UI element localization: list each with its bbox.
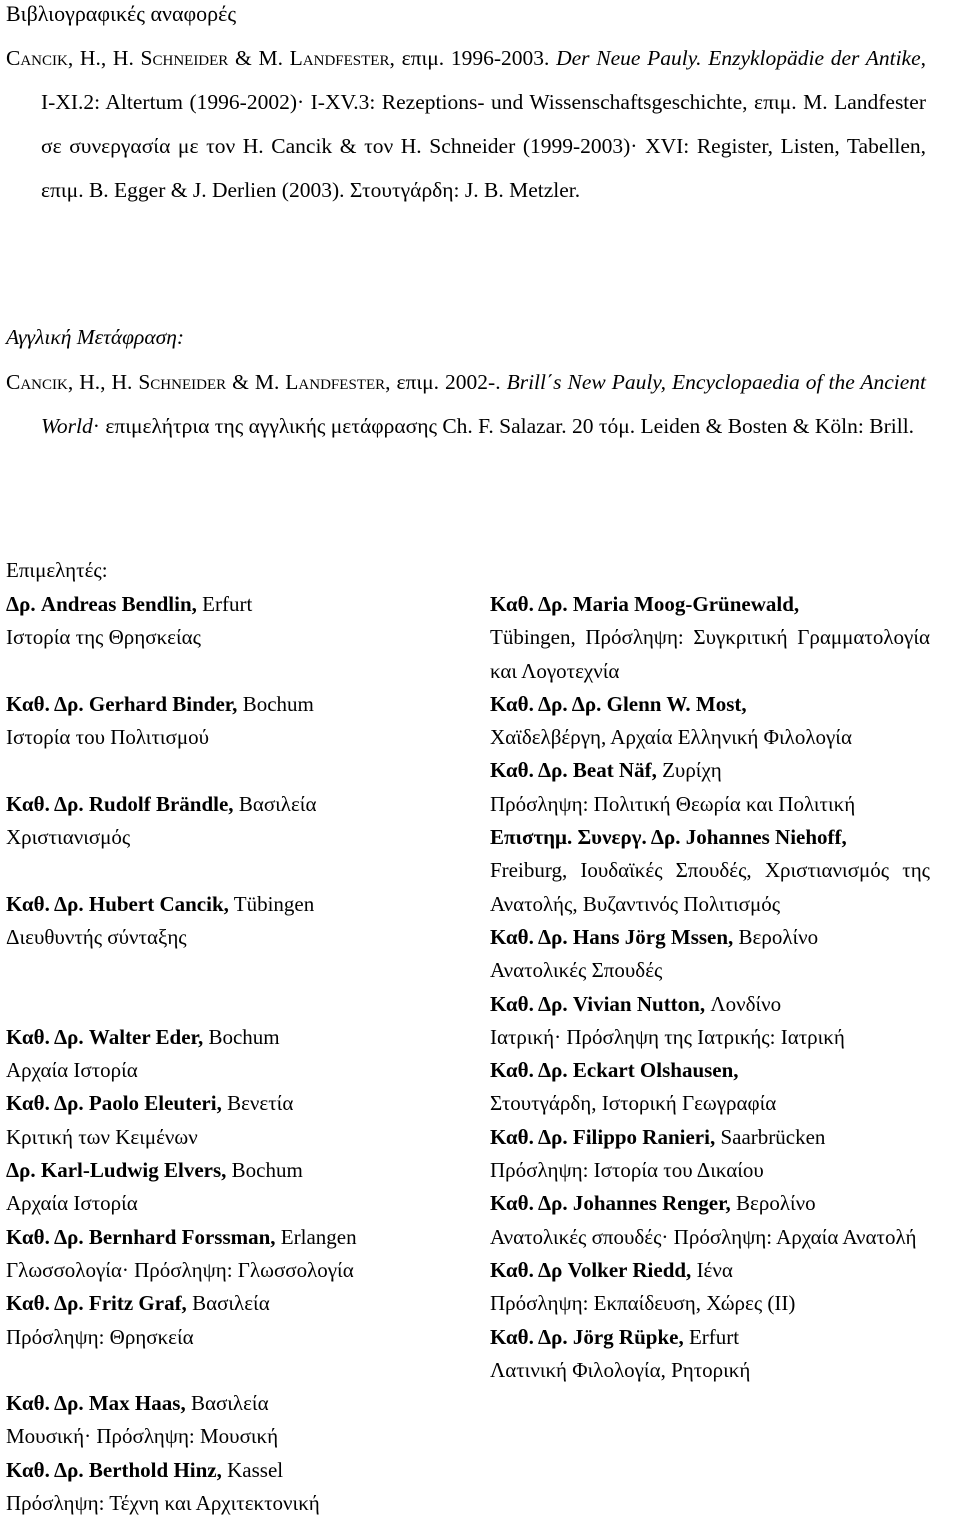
editor-entry — [490, 1321, 930, 1388]
editor-entry — [490, 821, 930, 921]
editor-name: Καθ. Δρ. Gerhard Binder, — [6, 691, 238, 716]
editor-field: Πρόσληψη: Εκπαίδευση, Χώρες (II) — [490, 1291, 796, 1316]
editor-entry — [6, 1387, 446, 1454]
editor-place: Λονδίνο — [705, 991, 782, 1016]
editor-place: Tübingen — [228, 891, 315, 916]
editor-field: Ιστορία του Πολιτισμού — [6, 725, 210, 750]
editor-entry — [490, 1054, 930, 1121]
editor-entry — [6, 588, 446, 655]
editor-name: Καθ. Δρ. Hubert Cancik, — [6, 891, 229, 916]
editor-field: Λατινική Φιλολογία, Ρητορική — [490, 1357, 751, 1382]
editor-field: Στουτγάρδη, Ιστορική Γεωγραφία — [490, 1091, 777, 1116]
editor-entry — [6, 688, 446, 755]
editor-field: Πρόσληψη: Ιστορία του Δικαίου — [490, 1158, 764, 1183]
editor-field: Αρχαία Ιστορία — [6, 1058, 138, 1083]
editor-field: Μουσική· Πρόσληψη: Μουσική — [6, 1424, 279, 1449]
translation-label: Αγγλική Μετάφραση: — [6, 325, 185, 349]
editors-right-column — [490, 588, 930, 1387]
editor-entry — [490, 1254, 930, 1321]
editor-field: Γλωσσολογία· Πρόσληψη: Γλωσσολογία — [6, 1257, 354, 1282]
editor-place: Βασιλεία — [186, 1291, 270, 1316]
editor-field: Ιστορία της Θρησκείας — [6, 625, 201, 650]
editor-entry — [6, 1221, 446, 1288]
editor-field: Ανατολικές Σπουδές — [490, 958, 663, 983]
editor-place: Βασιλεία — [233, 791, 317, 816]
editor-place: Bochum — [203, 1024, 280, 1049]
editor-field: Χριστιανισμός — [6, 825, 131, 850]
editors-left-column — [6, 588, 446, 1520]
editor-name: Δρ. Karl-Ludwig Elvers, — [6, 1158, 227, 1183]
editor-name: Καθ. Δρ Volker Riedd, — [490, 1257, 692, 1282]
editor-name: Καθ. Δρ. Fritz Graf, — [6, 1291, 187, 1316]
editor-field: Αρχαία Ιστορία — [6, 1191, 138, 1216]
editor-place: Saarbrücken — [715, 1124, 826, 1149]
editor-place: Bochum — [226, 1158, 303, 1183]
editor-entry — [490, 1121, 930, 1188]
editor-field: Ιατρική· Πρόσληψη της Ιατρικής: Ιατρική — [490, 1024, 845, 1049]
editors-label: Επιμελητές: — [6, 558, 108, 582]
editor-entry — [6, 1287, 446, 1354]
editor-field: Διευθυντής σύνταξης — [6, 924, 187, 949]
editor-name: Καθ. Δρ. Eckart Olshausen, — [490, 1058, 739, 1083]
editor-name: Καθ. Δρ. Beat Näf, — [490, 758, 657, 783]
editor-place: Erfurt — [196, 592, 253, 616]
reference-entry-1: Cancik, H., H. Schneider & M. Landfester, επιμ. 1996-2003. Der Neue Pauly. Enzyklopädie der Antike, I-XI.2: Altertum (1996-2002)· I-XV.3: Rezeptions- und Wissenschaftsgeschichte, επιμ. M. Landfester σε συνεργασία με τον H. Cancik & τον H. Schneider (1999-2003)· XVI: Register, Listen, Tabellen, επιμ. B. Egger & J. Derlien (2003). Στουτγάρδη: J. B. Metzler. — [6, 46, 927, 202]
editor-entry — [490, 754, 930, 821]
editor-entry — [490, 688, 930, 755]
editor-name: Καθ. Δρ. Johannes Renger, — [490, 1191, 731, 1216]
editor-place: Βενετία — [221, 1091, 294, 1116]
editor-name: Δρ. Andreas Bendlin, — [6, 592, 197, 616]
editor-name: Επιστημ. Συνεργ. Δρ. Johannes Niehoff, — [490, 825, 847, 850]
editor-field: Χαϊδελβέργη, Αρχαία Ελληνική Φιλολογία — [490, 725, 852, 750]
editor-place: Kassel — [221, 1457, 284, 1482]
editor-name: Καθ. Δρ. Max Haas, — [6, 1391, 186, 1416]
editor-field: Ανατολικές σπουδές· Πρόσληψη: Αρχαία Ανατολή — [490, 1224, 917, 1249]
editor-name: Καθ. Δρ. Δρ. Glenn W. Most, — [490, 691, 747, 716]
editor-name: Καθ. Δρ. Berthold Hinz, — [6, 1457, 222, 1482]
editor-entry — [490, 588, 930, 688]
editor-name: Καθ. Δρ. Walter Eder, — [6, 1024, 204, 1049]
editor-name: Καθ. Δρ. Jörg Rüpke, — [490, 1324, 684, 1349]
reference-entry-2: Cancik, H., H. Schneider & M. Landfester, επιμ. 2002-. Brill΄s New Pauly, Encyclopaedia of the Ancient World· επιμελήτρια της αγγλικής μετάφρασης Ch. F. Salazar. 20 τόμ. Leiden & Bosten & Köln: Brill. — [6, 370, 927, 438]
editor-name: Καθ. Δρ. Bernhard Forssman, — [6, 1224, 276, 1249]
editor-entry — [6, 788, 446, 855]
reference-authors: Cancik, H., H. Schneider & M. Landfester — [6, 370, 386, 394]
editor-name: Καθ. Δρ. Paolo Eleuteri, — [6, 1091, 222, 1116]
editor-field: Πρόσληψη: Θρησκεία — [6, 1324, 194, 1349]
editor-name: Καθ. Δρ. Hans Jörg Mssen, — [490, 924, 734, 949]
editor-place: Βερολίνο — [730, 1191, 816, 1216]
editor-entry — [6, 1087, 446, 1154]
reference-authors: Cancik, H., H. Schneider & M. Landfester — [6, 46, 390, 70]
editor-entry — [6, 1454, 446, 1520]
reference-title: Der Neue Pauly. Enzyklopädie der Antike — [556, 46, 921, 70]
editor-place: Erlangen — [275, 1224, 357, 1249]
editor-name: Καθ. Δρ. Maria Moog-Grünewald, — [490, 592, 800, 616]
editor-field: Κριτική των Κειμένων — [6, 1124, 198, 1149]
editor-name: Καθ. Δρ. Filippo Ranieri, — [490, 1124, 716, 1149]
editor-entry — [490, 988, 930, 1055]
editor-place: Βασιλεία — [185, 1391, 269, 1416]
editor-entry — [490, 1187, 930, 1254]
editor-place: Erfurt — [683, 1324, 740, 1349]
editor-place: Bochum — [237, 691, 314, 716]
editor-entry — [6, 1021, 446, 1088]
editor-field: Πρόσληψη: Πολιτική Θεωρία και Πολιτική — [490, 791, 856, 816]
editor-field: Tübingen, Πρόσληψη: Συγκριτική Γραμματολογία και Λογοτεχνία — [490, 625, 930, 683]
editor-place: Βερολίνο — [733, 924, 819, 949]
section-heading: Βιβλιογραφικές αναφορές — [6, 1, 237, 26]
editor-place: Ιένα — [691, 1257, 733, 1282]
editor-entry — [490, 921, 930, 988]
editor-name: Καθ. Δρ. Vivian Nutton, — [490, 991, 706, 1016]
editor-place: Ζυρίχη — [656, 758, 722, 783]
editor-field: Freiburg, Ιουδαϊκές Σπουδές, Χριστιανισμός της Ανατολής, Βυζαντινός Πολιτισμός — [490, 858, 930, 916]
editor-name: Καθ. Δρ. Rudolf Brändle, — [6, 791, 234, 816]
editor-entry — [6, 1154, 446, 1221]
reference-title: Brill΄s New Pauly, Encyclopaedia of the Ancient World — [41, 370, 927, 438]
editor-entry — [6, 888, 446, 955]
editor-field: Πρόσληψη: Τέχνη και Αρχιτεκτονική — [6, 1491, 320, 1516]
